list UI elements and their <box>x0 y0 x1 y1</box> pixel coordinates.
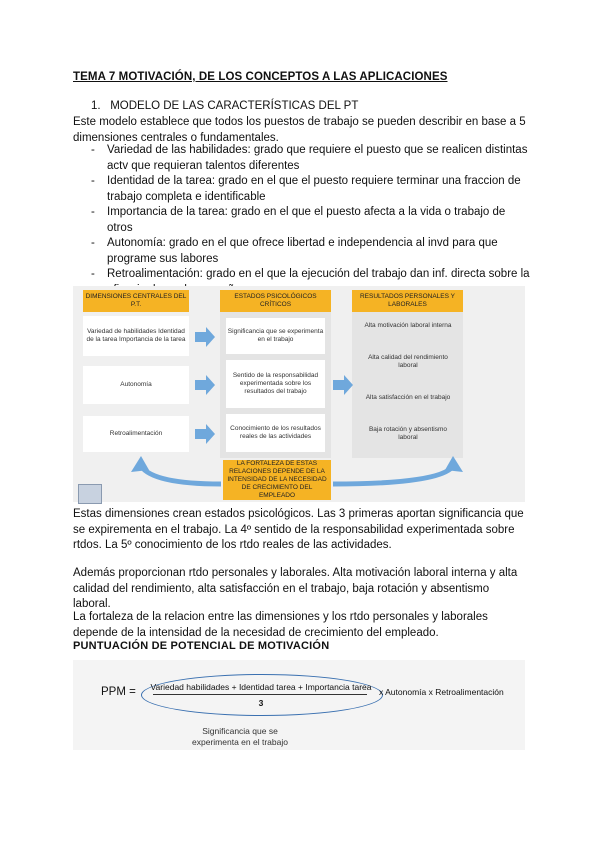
state-box: Conocimiento de los resultados reales de las actividades <box>226 414 325 452</box>
curved-arrow-left-icon <box>113 454 223 494</box>
paragraph: La fortaleza de la relacion entre las dimensiones y los rtdo personales y laborales depende de la intensidad de la necesidad de crecimiento del empleado. <box>73 611 488 639</box>
formula-numerator: Variedad habilidades + Identidad tarea + Importancia tarea <box>150 682 372 692</box>
formula-lhs: PPM = <box>101 686 136 698</box>
paragraph: Estas dimensiones crean estados psicológicos. Las 3 primeras aportan significancia que se expirementa en el trabajo. La 4º sentido de la responsabilidad experimentada sobre rtdos. La 5º conocimiento de los rtdo reales de las actividades. <box>73 508 524 551</box>
col-header-results: RESULTADOS PERSONALES Y LABORALES <box>352 290 463 312</box>
list-item: - Importancia de la tarea: grado en el que el puesto afecta a la vida o trabajo de otros <box>91 205 531 236</box>
list-item: - Autonomía: grado en el que ofrece libertad e independencia al invd para que programe sus labores <box>91 236 531 267</box>
section-heading <box>91 100 358 112</box>
ppm-heading: PUNTUACIÓN DE POTENCIAL DE MOTIVACIÓN <box>73 640 330 652</box>
moderator-banner: LA FORTALEZA DE ESTAS RELACIONES DEPENDE DE LA INTENSIDAD DE LA NECESIDAD DE CRECIMIENTO DEL EMPLEADO <box>223 460 331 500</box>
document-title: TEMA 7 MOTIVACIÓN, DE LOS CONCEPTOS A LAS APLICACIONES <box>73 71 448 83</box>
result-item: Alta satisfacción en el trabajo <box>365 394 451 401</box>
result-item: Alta motivación laboral interna <box>364 322 452 329</box>
dimension-box: Variedad de habilidades Identidad de la tarea Importancia de la tarea <box>83 316 189 356</box>
section-number: 1. <box>91 100 101 112</box>
section-title: MODELO DE LAS CARACTERÍSTICAS DEL PT <box>110 100 359 112</box>
list-item: - Variedad de las habilidades: grado que requiere el puesto que se realicen distintas actv que requieran talentos diferentes <box>91 143 531 174</box>
dimension-box: Retroalimentación <box>83 416 189 452</box>
dimension-box: Autonomía <box>83 366 189 404</box>
formula-ellipse <box>141 674 383 716</box>
intro-paragraph: Este modelo establece que todos los puestos de trabajo se pueden describir en base a 5 dimensiones centrales o fundamentales. <box>73 116 526 144</box>
state-box: Significancia que se experimenta en el trabajo <box>226 318 325 354</box>
job-characteristics-diagram <box>73 286 525 502</box>
paragraph: Además proporcionan rtdo personales y laborales. Alta motivación laboral interna y alta calidad del rendimiento, alta satisfacción en el trabajo, baja rotación y absentismo laboral. <box>73 567 518 610</box>
list-item: - Identidad de la tarea: grado en el que el puesto requiere terminar una fraccion de trabajo completa e identificable <box>91 174 531 205</box>
arrow-right-icon <box>193 326 217 348</box>
col-header-dimensions: DIMENSIONES CENTRALES DEL P.T. <box>83 290 189 312</box>
curved-arrow-right-icon <box>331 454 481 494</box>
thumbnail-image <box>78 484 102 504</box>
formula-denominator: 3 <box>258 698 264 708</box>
result-item: Alta calidad del rendimiento laboral <box>368 354 448 369</box>
fraction-bar <box>153 694 367 695</box>
list-item: - Retroalimentación: grado en el que la ejecución del trabajo dan inf. directa sobre la <box>91 267 531 298</box>
dimensions-list <box>91 143 531 298</box>
formula-note: Significancia que se experimenta en el trabajo <box>192 726 288 747</box>
arrow-right-icon <box>193 423 217 445</box>
state-box: Sentido de la responsabilidad experimentada sobre los resultados del trabajo <box>226 360 325 408</box>
arrow-right-icon <box>332 374 354 396</box>
col-header-states: ESTADOS PSICOLÓGICOS CRÍTICOS <box>220 290 331 312</box>
arrow-right-icon <box>193 374 217 396</box>
ppm-formula <box>73 660 525 750</box>
formula-rest: x Autonomía x Retroalimentación <box>379 687 504 697</box>
result-item: Baja rotación y absentismo laboral <box>368 426 448 441</box>
